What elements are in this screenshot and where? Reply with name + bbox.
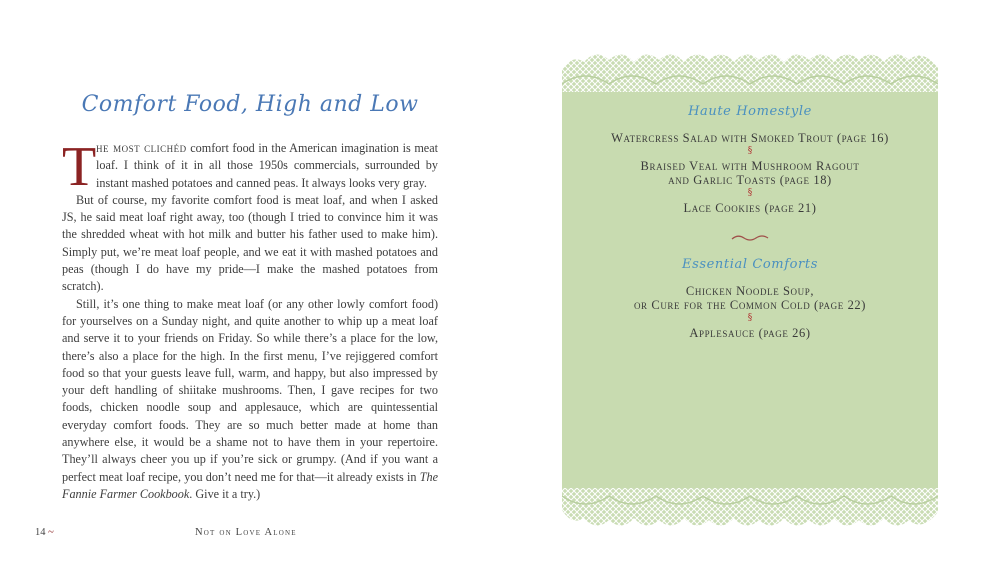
menu-item-watercress-salad: Watercress Salad with Smoked Trout (page 16) [611,131,889,145]
paragraph-2: But of course, my favorite comfort food is meat loaf, and when I asked JS, he said meat loaf right away, too (though I tried to convince him it was the shredded wheat with hot milk and butter his father used to make him). Simply put, we’re meat loaf people, and we eat it with mashed potatoes and peas (though I do have my pride—I make the mashed potatoes from scratch). [62,192,438,294]
running-head: Not on Love Alone [195,527,297,538]
menu-item-chicken-noodle-soup: Chicken Noodle Soup, [685,284,815,298]
paragraph-3-text: Still, it’s one thing to make meat loaf (or any other lowly comfort food) for yourselves on a Sunday night, and quite another to whip up a meat loaf and serve it to your friends on Friday. So while there’s a place for the low, there’s also a place for the high. In the first menu, I’ve rejiggered comfort food so that your guests leave full, warm, and happy, but also impressed by your deft handling of shiitake mushrooms. Then, I gave recipes for two foods, chicken noodle soup and applesauce, which are quintessential everyday comfort foods. They are so much better made at home than anywhere else, it would be a shame not to have them in your repertoire. They’ll always cheer you up if you’re sick or grumpy. (And if you want a perfect meat loaf recipe, you don’t need me for that—it already exists in [62,296,438,484]
menu-item-chicken-noodle-soup-line2: or Cure for the Common Cold (page 22) [633,298,867,312]
menu-item-applesauce: Applesauce (page 26) [689,326,811,340]
menu-item-braised-veal-line2: and Garlic Toasts (page 18) [668,173,832,187]
lace-border-bottom [562,488,938,532]
lace-border-top [562,48,938,92]
bullet-3: § [747,313,753,323]
drop-cap: T [62,136,97,198]
section-title-essential-comforts: Essential Comforts [682,257,818,272]
flourish-divider [730,233,770,243]
body-text [62,136,439,503]
menu-item-braised-veal: Braised Veal with Mushroom Ragout [640,159,860,173]
bullet-1: § [747,146,753,156]
folio-mark: ~ [48,527,54,538]
menu-item-lace-cookies: Lace Cookies (page 21) [683,201,817,215]
lead-in-smallcaps: he most clichéd [96,141,187,155]
chapter-title: Comfort Food, High and Low [81,92,419,117]
folio-number: 14 [35,527,46,538]
page-number [35,527,54,538]
paragraph-3 [62,296,438,504]
menu-content [562,100,938,340]
book-title-reference: The Fannie Farmer Cookbook [62,469,438,501]
paragraph-3-end: . Give it a try.) [189,486,261,501]
paragraph-1 [62,136,439,198]
paragraph-1-text: comfort food in the American imagination is meat loaf. I think of it in all those 1950s commercials, surrounded by instant mashed potatoes and canned peas. It always looks very gray. [96,141,439,190]
bullet-2: § [747,188,753,198]
section-title-haute-homestyle: Haute Homestyle [688,104,812,119]
